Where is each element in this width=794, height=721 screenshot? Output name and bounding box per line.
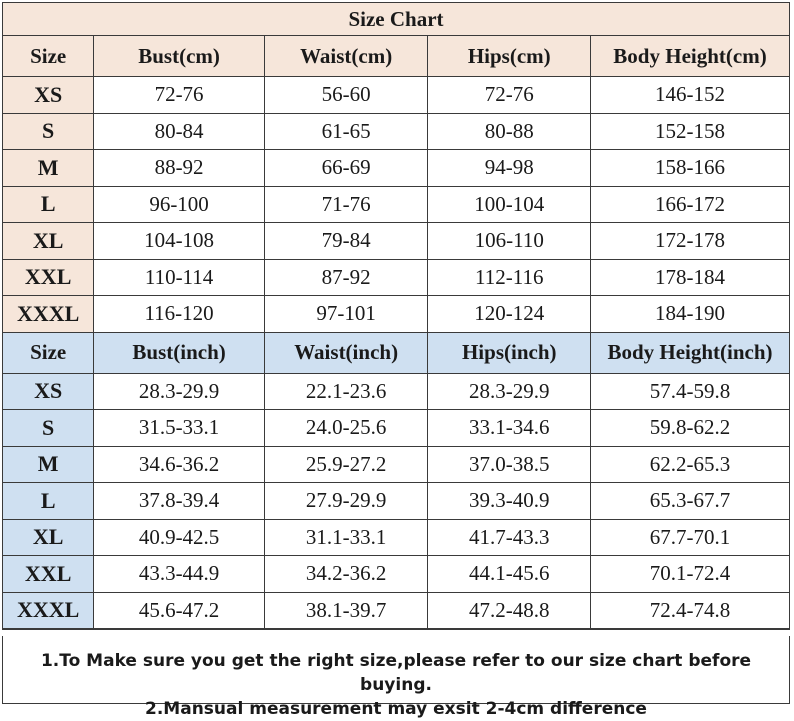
measurement-cell: 57.4-59.8 (591, 373, 789, 410)
measurement-cell: 172-178 (591, 223, 789, 260)
measurement-cell: 40.9-42.5 (94, 519, 265, 556)
measurement-cell: 31.1-33.1 (264, 519, 428, 556)
measurement-cell: 39.3-40.9 (428, 483, 591, 520)
cm-header-bust: Bust(cm) (94, 36, 265, 77)
measurement-cell: 120-124 (428, 296, 591, 333)
measurement-cell: 37.0-38.5 (428, 446, 591, 483)
table-row (3, 556, 789, 593)
note-1: 1.To Make sure you get the right size,please refer to our size chart before buying. (40, 651, 752, 695)
measurement-cell: 80-88 (428, 113, 591, 150)
size-label: XXXL (3, 592, 94, 629)
table-row (3, 373, 789, 410)
table-row (3, 150, 789, 187)
measurement-cell: 146-152 (591, 77, 789, 114)
table-row (3, 592, 789, 629)
table-row (3, 186, 789, 223)
measurement-cell: 100-104 (428, 186, 591, 223)
size-label: XXL (3, 259, 94, 296)
measurement-cell: 110-114 (94, 259, 265, 296)
measurement-cell: 56-60 (264, 77, 428, 114)
measurement-cell: 25.9-27.2 (264, 446, 428, 483)
size-label: XS (3, 373, 94, 410)
measurement-cell: 66-69 (264, 150, 428, 187)
measurement-cell: 44.1-45.6 (428, 556, 591, 593)
note-2: 2.Mansual measurement may exsit 2-4cm difference (145, 699, 647, 719)
measurement-cell: 28.3-29.9 (428, 373, 591, 410)
inch-header-height: Body Height(inch) (591, 332, 789, 373)
measurement-cell: 34.2-36.2 (264, 556, 428, 593)
inch-header-bust: Bust(inch) (94, 332, 265, 373)
inch-header-hips: Hips(inch) (428, 332, 591, 373)
measurement-cell: 88-92 (94, 150, 265, 187)
cm-rows (3, 77, 789, 333)
inch-header-size: Size (3, 332, 94, 373)
measurement-cell: 43.3-44.9 (94, 556, 265, 593)
table-row (3, 113, 789, 150)
measurement-cell: 34.6-36.2 (94, 446, 265, 483)
table-row (3, 259, 789, 296)
table-row (3, 446, 789, 483)
measurement-cell: 80-84 (94, 113, 265, 150)
size-chart (2, 2, 790, 630)
measurement-cell: 79-84 (264, 223, 428, 260)
measurement-cell: 41.7-43.3 (428, 519, 591, 556)
table-row (3, 519, 789, 556)
measurement-cell: 112-116 (428, 259, 591, 296)
table-row (3, 483, 789, 520)
measurement-cell: 45.6-47.2 (94, 592, 265, 629)
inch-header-row (3, 332, 789, 373)
measurement-cell: 72.4-74.8 (591, 592, 789, 629)
measurement-cell: 96-100 (94, 186, 265, 223)
cm-header-waist: Waist(cm) (264, 36, 428, 77)
measurement-cell: 152-158 (591, 113, 789, 150)
cm-header-height: Body Height(cm) (591, 36, 789, 77)
measurement-cell: 72-76 (94, 77, 265, 114)
measurement-cell: 184-190 (591, 296, 789, 333)
inch-header-waist: Waist(inch) (264, 332, 428, 373)
measurement-cell: 97-101 (264, 296, 428, 333)
table-row (3, 410, 789, 447)
measurement-cell: 116-120 (94, 296, 265, 333)
measurement-cell: 158-166 (591, 150, 789, 187)
measurement-cell: 37.8-39.4 (94, 483, 265, 520)
measurement-cell: 67.7-70.1 (591, 519, 789, 556)
measurement-cell: 72-76 (428, 77, 591, 114)
measurement-cell: 24.0-25.6 (264, 410, 428, 447)
measurement-cell: 94-98 (428, 150, 591, 187)
measurement-cell: 47.2-48.8 (428, 592, 591, 629)
size-label: XS (3, 77, 94, 114)
size-label: XL (3, 223, 94, 260)
measurement-cell: 28.3-29.9 (94, 373, 265, 410)
size-label: S (3, 410, 94, 447)
cm-header-row (3, 36, 789, 77)
chart-title: Size Chart (3, 3, 789, 36)
size-label: S (3, 113, 94, 150)
cm-header-hips: Hips(cm) (428, 36, 591, 77)
measurement-cell: 27.9-29.9 (264, 483, 428, 520)
measurement-cell: 33.1-34.6 (428, 410, 591, 447)
inch-rows (3, 373, 789, 629)
measurement-cell: 178-184 (591, 259, 789, 296)
measurement-cell: 65.3-67.7 (591, 483, 789, 520)
table-row (3, 223, 789, 260)
measurement-cell: 166-172 (591, 186, 789, 223)
table-row (3, 296, 789, 333)
size-label: M (3, 446, 94, 483)
size-label: M (3, 150, 94, 187)
measurement-cell: 31.5-33.1 (94, 410, 265, 447)
measurement-cell: 22.1-23.6 (264, 373, 428, 410)
cm-header-size: Size (3, 36, 94, 77)
size-label: XXXL (3, 296, 94, 333)
measurement-cell: 70.1-72.4 (591, 556, 789, 593)
measurement-cell: 38.1-39.7 (264, 592, 428, 629)
size-table (3, 3, 789, 629)
notes (2, 636, 790, 719)
measurement-cell: 106-110 (428, 223, 591, 260)
size-label: L (3, 483, 94, 520)
table-row (3, 77, 789, 114)
size-label: L (3, 186, 94, 223)
size-label: XL (3, 519, 94, 556)
size-label: XXL (3, 556, 94, 593)
measurement-cell: 62.2-65.3 (591, 446, 789, 483)
measurement-cell: 59.8-62.2 (591, 410, 789, 447)
title-row (3, 3, 789, 36)
measurement-cell: 61-65 (264, 113, 428, 150)
measurement-cell: 104-108 (94, 223, 265, 260)
measurement-cell: 71-76 (264, 186, 428, 223)
measurement-cell: 87-92 (264, 259, 428, 296)
